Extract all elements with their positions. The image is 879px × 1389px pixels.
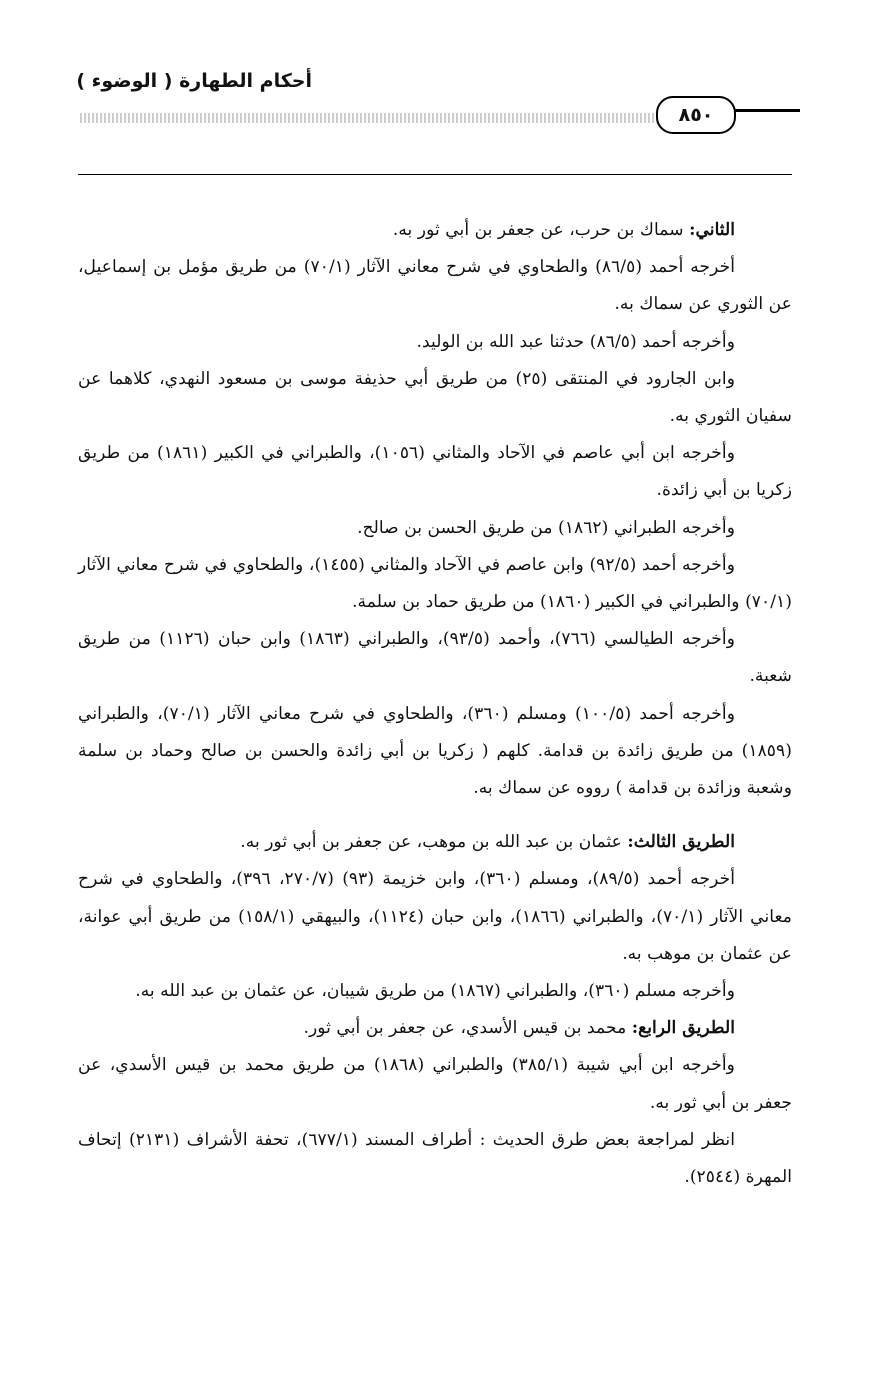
paragraph: وأخرجه ابن أبي عاصم في الآحاد والمثاني (١٠٥٦)، والطبراني في الكبير (١٨٦١) من طريق زكريا بن أبي زائدة. (78, 443, 792, 501)
paragraph: وأخرجه ابن أبي شيبة (٣٨٥/١) والطبراني (١٨٦٨) من طريق محمد بن قيس الأسدي، عن جعفر بن أبي ثور به. (78, 1055, 792, 1113)
section-label: الثاني: (689, 220, 735, 240)
page-header-title: أحكام الطهارة ( الوضوء ) (76, 70, 312, 92)
paragraph: وأخرجه مسلم (٣٦٠)، والطبراني (١٨٦٧) من طريق شيبان، عن عثمان بن عبد الله به. (135, 981, 735, 1002)
paragraph: أخرجه أحمد (٨٩/٥)، ومسلم (٣٦٠)، وابن خزيمة (٩٣) (٢٧٠/٧، ٣٩٦)، والطحاوي في شرح معاني الآثار (٧٠/١)، والطبراني (١٨٦٦)، وابن حبان (١١٢٤)، والبيهقي (١٥٨/١) من طريق أبي عوانة، عن عثمان بن موهب به. (78, 869, 792, 964)
paragraph (78, 1010, 792, 1047)
paragraph: وأخرجه الطيالسي (٧٦٦)، وأحمد (٩٣/٥)، والطبراني (١٨٦٣) وابن حبان (١١٢٦) من طريق شعبة. (78, 629, 792, 687)
paragraph: وأخرجه الطبراني (١٨٦٢) من طريق الحسن بن صالح. (357, 517, 735, 538)
paragraph-text: عثمان بن عبد الله بن موهب، عن جعفر بن أبي ثور به. (240, 832, 628, 853)
page-number-badge: ٨٥٠ (656, 96, 736, 134)
paragraph: أخرجه أحمد (٨٦/٥) والطحاوي في شرح معاني الآثار (٧٠/١) من طريق مؤمل بن إسماعيل، عن الثوري عن سماك به. (78, 257, 792, 315)
header-rule-line (730, 109, 800, 112)
paragraph: وأخرجه أحمد (٨٦/٥) حدثنا عبد الله بن الوليد. (416, 331, 735, 352)
paragraph-gap (78, 807, 792, 824)
paragraph: وابن الجارود في المنتقى (٢٥) من طريق أبي حذيفة موسى بن مسعود النهدي، كلاهما عن سفيان الثوري به. (78, 368, 792, 427)
paragraph: وأخرجه أحمد (٩٢/٥) وابن عاصم في الآحاد والمثاني (١٤٥٥)، والطحاوي في شرح معاني الآثار (٧٠/١) والطبراني في الكبير (١٨٦٠) من طريق حماد بن سلمة. (78, 554, 792, 613)
paragraph: انظر لمراجعة بعض طرق الحديث : أطراف المسند (٦٧٧/١)، تحفة الأشراف (٢١٣١) إتحاف المهرة (٢٥٤٤). (78, 1129, 792, 1188)
paragraph-text: محمد بن قيس الأسدي، عن جعفر بن أبي ثور. (303, 1018, 632, 1039)
body-text (78, 212, 792, 1196)
header-rule-band (80, 113, 660, 123)
paragraph (78, 212, 792, 249)
paragraph-text: سماك بن حرب، عن جعفر بن أبي ثور به. (392, 220, 690, 240)
section-label: الطريق الثالث: (627, 832, 735, 853)
paragraph (78, 824, 792, 861)
top-rule (78, 174, 792, 175)
section-label: الطريق الرابع: (631, 1018, 735, 1039)
paragraph: وأخرجه أحمد (١٠٠/٥) ومسلم (٣٦٠)، والطحاوي في شرح معاني الآثار (٧٠/١)، والطبراني (١٨٥٩) من طريق زائدة بن قدامة. كلهم ( زكريا بن أبي زائدة والحسن بن صالح وحماد بن سلمة وشعبة وزائدة بن قدامة ) رووه عن سماك به. (78, 703, 792, 799)
